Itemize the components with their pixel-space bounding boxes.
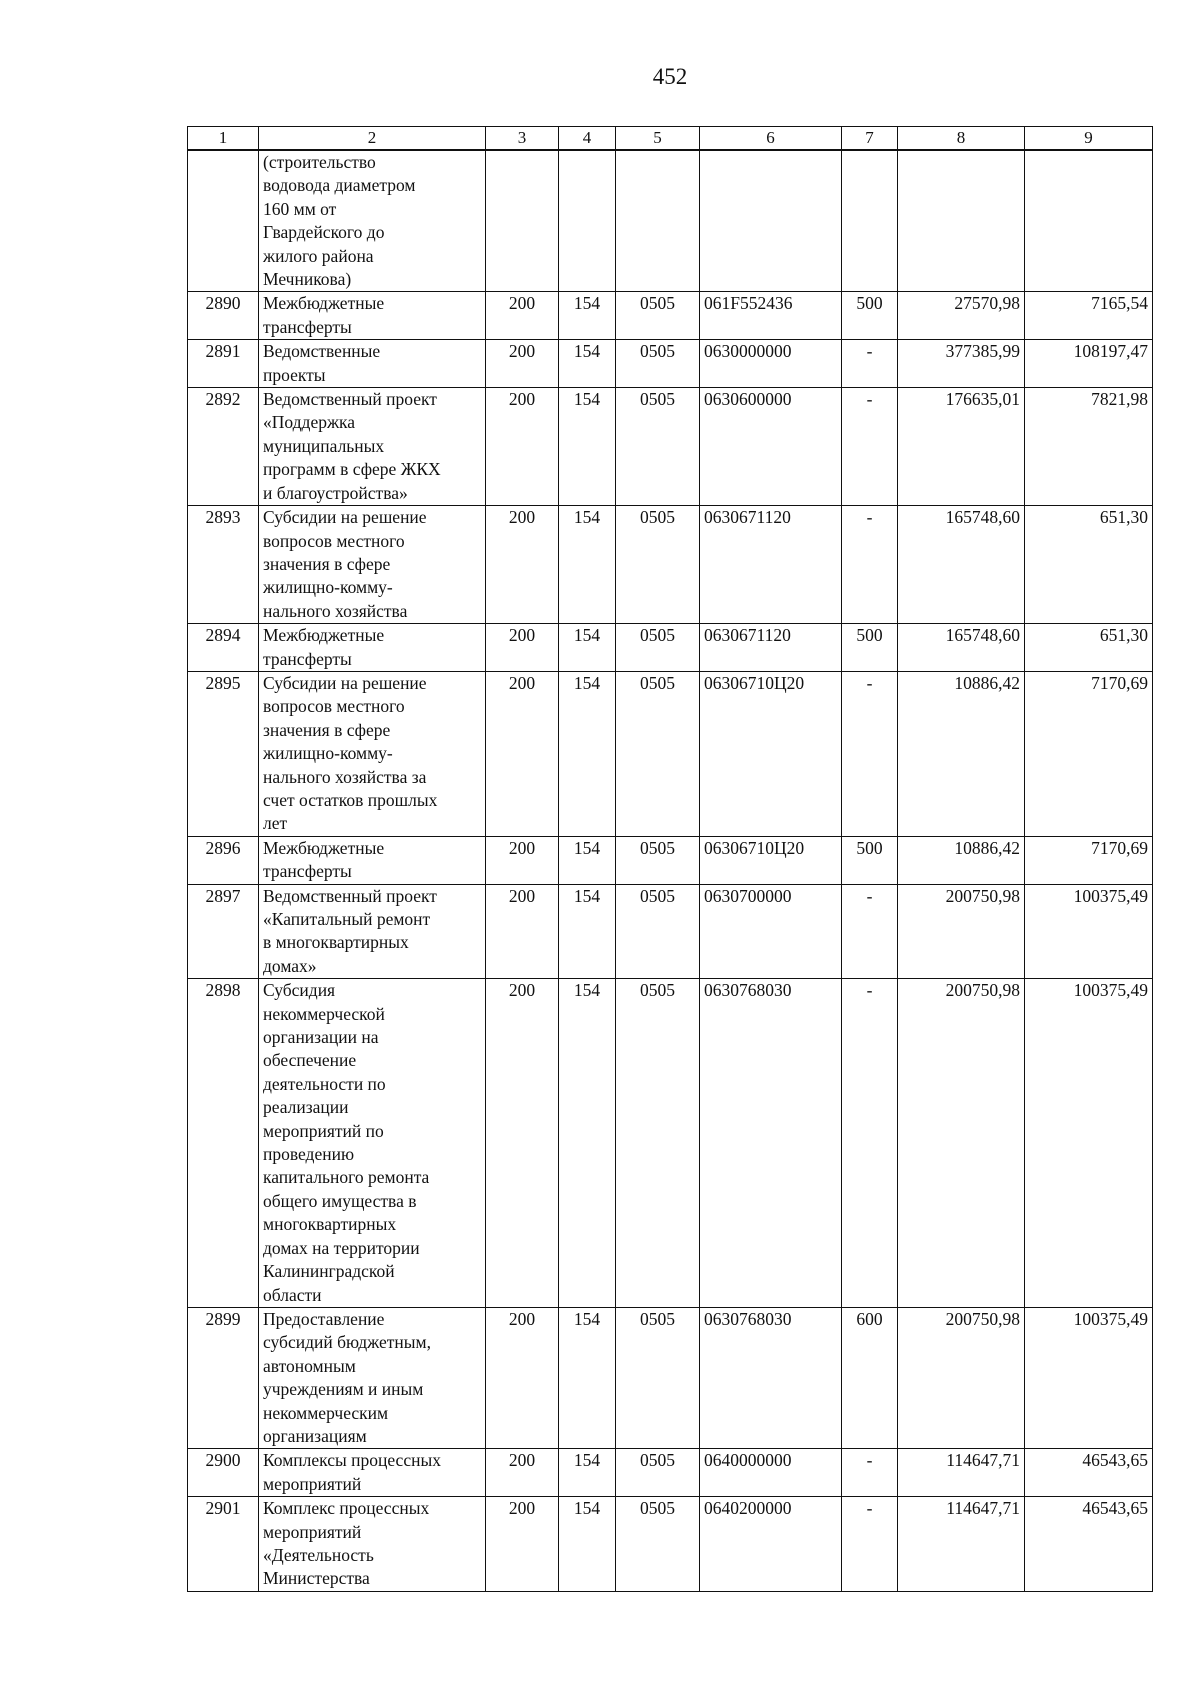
col-7-value: 500 [842,836,898,884]
description-line: Комплексы процессных [263,1450,441,1471]
col-8-amount: 176635,01 [898,388,1025,506]
col-9-amount: 651,30 [1025,624,1153,672]
col-6-code: 0630600000 [700,388,842,506]
col-8-amount: 10886,42 [898,836,1025,884]
row-number: 2899 [188,1307,259,1448]
col-7-value: 500 [842,292,898,340]
col-4-value: 154 [559,671,616,836]
description-line: Субсидии на решение [263,507,427,528]
col-9-amount: 100375,49 [1025,884,1153,979]
row-number: 2898 [188,979,259,1308]
col-7-value: - [842,671,898,836]
description-line: Предоставление [263,1308,385,1329]
description-line: Ведомственный проект [263,885,437,906]
table-body [188,127,1153,1592]
description-line: жилищно-комму- [263,577,393,598]
col-4-value: 154 [559,292,616,340]
col-5-value: 0505 [616,979,700,1308]
description-line: Субсидия [263,980,336,1001]
description-line: мероприятий по [263,1120,384,1141]
row-description [259,671,486,836]
col-5-value: 0505 [616,1497,700,1592]
description-line: и благоустройства» [263,482,408,503]
col-8-amount: 200750,98 [898,979,1025,1308]
table-row [188,671,1153,836]
col-6-code [700,150,842,292]
header-cell-3: 3 [486,127,559,151]
row-number: 2893 [188,506,259,624]
col-4-value [559,150,616,292]
description-line: области [263,1284,322,1305]
col-5-value: 0505 [616,624,700,672]
col-8-amount: 165748,60 [898,506,1025,624]
header-cell-8: 8 [898,127,1025,151]
col-6-code: 0640000000 [700,1449,842,1497]
description-line: счет остатков прошлых [263,789,438,810]
row-description [259,506,486,624]
table-row [188,836,1153,884]
row-number: 2901 [188,1497,259,1592]
col-8-amount: 10886,42 [898,671,1025,836]
col-9-amount: 46543,65 [1025,1449,1153,1497]
row-description [259,979,486,1308]
row-description [259,292,486,340]
col-5-value: 0505 [616,292,700,340]
row-description [259,1497,486,1592]
col-5-value: 0505 [616,671,700,836]
description-line: субсидий бюджетным, [263,1332,431,1353]
col-6-code: 0630700000 [700,884,842,979]
col-5-value: 0505 [616,884,700,979]
col-7-value: - [842,506,898,624]
col-6-code: 0630768030 [700,1307,842,1448]
table-row [188,884,1153,979]
col-6-code: 0630671120 [700,624,842,672]
col-4-value: 154 [559,836,616,884]
col-4-value: 154 [559,1449,616,1497]
col-6-code: 061F552436 [700,292,842,340]
description-line: Гвардейского до [263,222,385,243]
col-9-amount: 46543,65 [1025,1497,1153,1592]
col-3-value: 200 [486,671,559,836]
col-9-amount: 7821,98 [1025,388,1153,506]
col-9-amount: 108197,47 [1025,340,1153,388]
col-7-value: - [842,979,898,1308]
table-row [188,292,1153,340]
description-line: многоквартирных [263,1214,397,1235]
col-7-value [842,150,898,292]
col-3-value: 200 [486,1307,559,1448]
col-8-amount: 114647,71 [898,1497,1025,1592]
col-3-value: 200 [486,836,559,884]
header-cell-7: 7 [842,127,898,151]
description-line: муниципальных [263,435,385,456]
col-5-value: 0505 [616,340,700,388]
description-line: трансферты [263,648,352,669]
col-9-amount: 7170,69 [1025,836,1153,884]
page-number: 452 [652,64,688,89]
description-line: «Поддержка [263,412,356,433]
table-row [188,1497,1153,1592]
col-4-value: 154 [559,624,616,672]
table-row [188,388,1153,506]
description-line: организациям [263,1425,367,1446]
col-4-value: 154 [559,340,616,388]
description-line: трансферты [263,316,352,337]
col-4-value: 154 [559,884,616,979]
header-cell-5: 5 [616,127,700,151]
table-row [188,150,1153,292]
row-description [259,388,486,506]
row-description [259,884,486,979]
col-9-amount: 7170,69 [1025,671,1153,836]
col-3-value: 200 [486,340,559,388]
table-row [188,340,1153,388]
col-8-amount: 377385,99 [898,340,1025,388]
row-description [259,1307,486,1448]
col-6-code: 06306710Ц20 [700,671,842,836]
table-row [188,506,1153,624]
description-line: мероприятий [263,1473,362,1494]
col-3-value: 200 [486,884,559,979]
header-cell-1: 1 [188,127,259,151]
row-number: 2900 [188,1449,259,1497]
budget-table [187,126,1153,1592]
col-6-code: 0630671120 [700,506,842,624]
row-number: 2891 [188,340,259,388]
col-6-code: 0640200000 [700,1497,842,1592]
header-row [188,127,1153,151]
description-line: (строительство [263,152,376,172]
col-7-value: - [842,388,898,506]
description-line: значения в сфере [263,553,391,574]
row-number [188,150,259,292]
description-line: Ведомственный проект [263,389,437,410]
description-line: обеспечение [263,1050,357,1071]
description-line: Комплекс процессных [263,1498,430,1519]
description-line: значения в сфере [263,719,391,740]
row-number: 2894 [188,624,259,672]
col-9-amount: 651,30 [1025,506,1153,624]
col-6-code: 0630000000 [700,340,842,388]
col-4-value: 154 [559,388,616,506]
description-line: «Капитальный ремонт [263,909,431,929]
row-description [259,150,486,292]
col-4-value: 154 [559,506,616,624]
col-5-value: 0505 [616,388,700,506]
description-line: реализации [263,1097,349,1118]
col-8-amount: 114647,71 [898,1449,1025,1497]
col-4-value: 154 [559,1497,616,1592]
description-line: нального хозяйства [263,600,408,621]
header-cell-2: 2 [259,127,486,151]
description-line: мероприятий [263,1521,362,1542]
description-line: домах на территории [263,1237,420,1258]
description-line: жилищно-комму- [263,743,393,764]
col-5-value: 0505 [616,836,700,884]
row-number: 2896 [188,836,259,884]
description-line: Субсидии на решение [263,672,427,693]
col-3-value: 200 [486,979,559,1308]
table-row [188,1307,1153,1448]
description-line: Межбюджетные [263,837,385,858]
col-7-value: - [842,884,898,979]
description-line: трансферты [263,861,352,882]
col-9-amount: 100375,49 [1025,979,1153,1308]
header-cell-4: 4 [559,127,616,151]
col-7-value: 600 [842,1307,898,1448]
col-6-code: 0630768030 [700,979,842,1308]
col-5-value: 0505 [616,1449,700,1497]
col-4-value: 154 [559,979,616,1308]
description-line: Министерства [263,1568,370,1589]
col-9-amount [1025,150,1153,292]
col-7-value: 500 [842,624,898,672]
col-3-value [486,150,559,292]
description-line: вопросов местного [263,530,405,551]
description-line: Калининградской [263,1261,395,1282]
description-line: некоммерческой [263,1003,385,1024]
description-line: лет [263,813,288,834]
description-line: некоммерческим [263,1402,389,1423]
description-line: нального хозяйства за [263,766,427,787]
col-3-value: 200 [486,292,559,340]
table-row [188,1449,1153,1497]
description-line: Межбюджетные [263,293,385,314]
col-8-amount: 27570,98 [898,292,1025,340]
row-description [259,624,486,672]
header-cell-6: 6 [700,127,842,151]
row-description [259,340,486,388]
description-line: водовода диаметром [263,175,416,196]
col-7-value: - [842,1449,898,1497]
description-line: Ведомственные [263,341,381,362]
description-line: программ в сфере ЖКХ [263,459,441,480]
row-number: 2897 [188,884,259,979]
description-line: проведению [263,1144,355,1165]
description-line: «Деятельность [263,1544,374,1565]
description-line: в многоквартирных [263,932,409,953]
col-9-amount: 100375,49 [1025,1307,1153,1448]
row-number: 2890 [188,292,259,340]
col-9-amount: 7165,54 [1025,292,1153,340]
description-line: Мечникова) [263,269,352,290]
row-number: 2895 [188,671,259,836]
description-line: вопросов местного [263,696,405,717]
description-line: автономным [263,1355,356,1376]
col-8-amount: 165748,60 [898,624,1025,672]
description-line: деятельности по [263,1073,386,1094]
description-line: организации на [263,1027,379,1048]
description-line: капитального ремонта [263,1167,430,1188]
row-number: 2892 [188,388,259,506]
col-5-value: 0505 [616,1307,700,1448]
description-line: проекты [263,364,326,385]
description-line: Межбюджетные [263,625,385,646]
description-line: жилого района [263,245,374,266]
col-5-value: 0505 [616,506,700,624]
col-6-code: 06306710Ц20 [700,836,842,884]
col-3-value: 200 [486,506,559,624]
col-8-amount: 200750,98 [898,884,1025,979]
table-row [188,624,1153,672]
col-3-value: 200 [486,1449,559,1497]
col-3-value: 200 [486,388,559,506]
col-4-value: 154 [559,1307,616,1448]
description-line: учреждениям и иным [263,1379,424,1400]
col-3-value: 200 [486,1497,559,1592]
col-8-amount [898,150,1025,292]
description-line: домах» [263,955,317,976]
header-cell-9: 9 [1025,127,1153,151]
col-5-value [616,150,700,292]
description-line: общего имущества в [263,1190,417,1211]
col-3-value: 200 [486,624,559,672]
col-7-value: - [842,1497,898,1592]
row-description [259,836,486,884]
table-row [188,979,1153,1308]
col-8-amount: 200750,98 [898,1307,1025,1448]
description-line: 160 мм от [263,198,337,219]
row-description [259,1449,486,1497]
col-7-value: - [842,340,898,388]
